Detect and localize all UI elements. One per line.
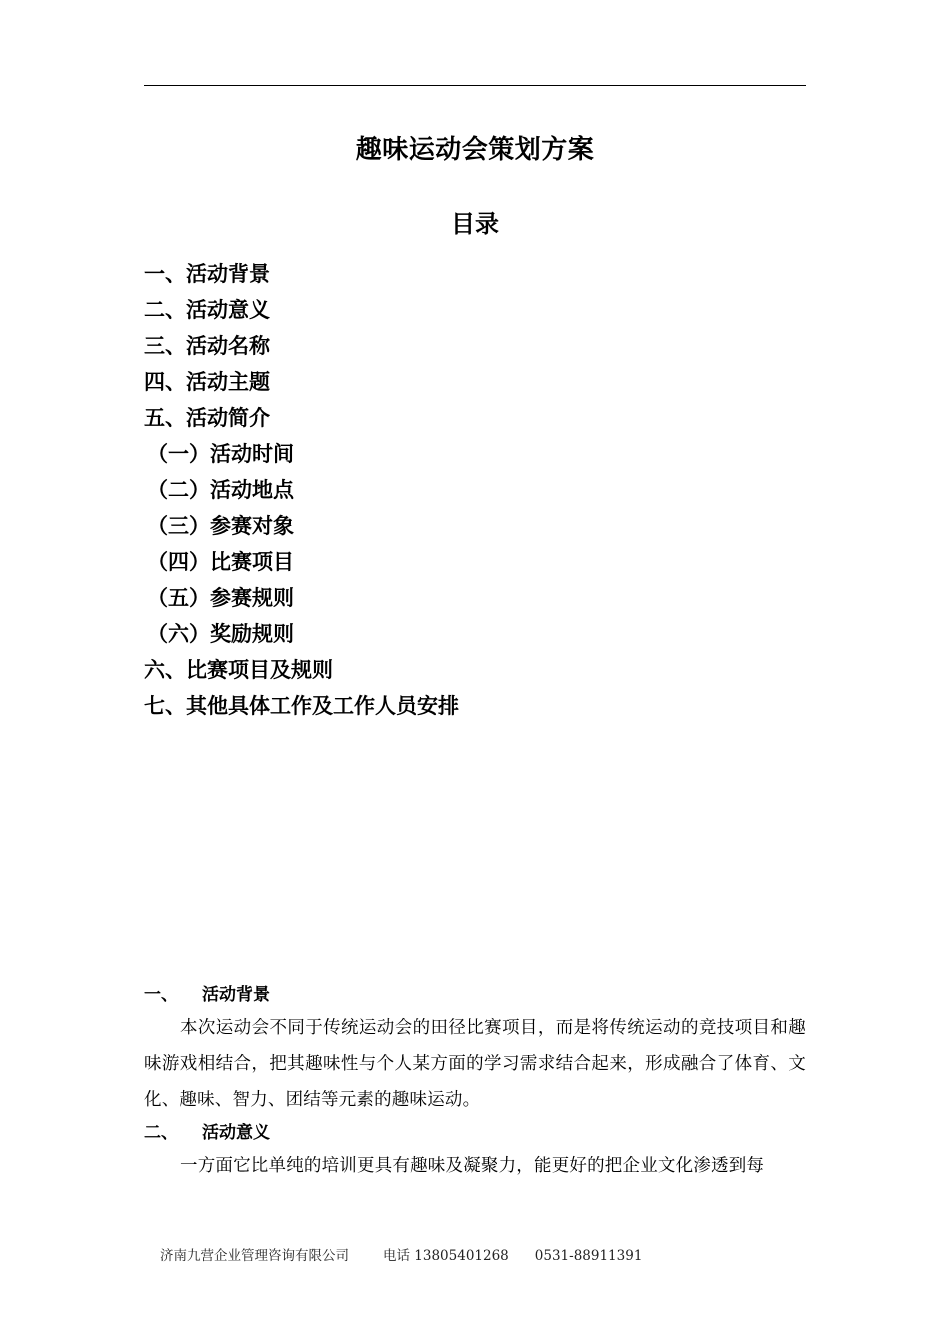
section-paragraph-significance: 一方面它比单纯的培训更具有趣味及凝聚力，能更好的把企业文化渗透到每 xyxy=(180,1156,765,1176)
toc-item-events-and-rules[interactable]: 六、比赛项目及规则 xyxy=(144,657,333,682)
toc-subitem-location[interactable]: （二）活动地点 xyxy=(147,477,294,502)
toc-subitem-awards[interactable]: （六）奖励规则 xyxy=(147,621,294,646)
toc-item-introduction[interactable]: 五、活动简介 xyxy=(144,405,270,430)
section-heading-background xyxy=(144,980,806,1010)
toc-item-theme[interactable]: 四、活动主题 xyxy=(144,369,270,394)
toc-subitem-participants[interactable]: （三）参赛对象 xyxy=(147,513,294,538)
section-paragraph-background: 本次运动会不同于传统运动会的田径比赛项目，而是将传统运动的竞技项目和趣味游戏相结合，把其趣味性与个人某方面的学习需求结合起来，形成融合了体育、文化、趣味、智力、团结等元素的趣味运动。 xyxy=(144,1018,806,1110)
toc-subitem-time[interactable]: （一）活动时间 xyxy=(147,441,294,466)
footer-company: 济南九营企业管理咨询有限公司 xyxy=(160,1248,349,1264)
toc-subitem-rules[interactable]: （五）参赛规则 xyxy=(147,585,294,610)
table-of-contents xyxy=(144,256,806,724)
section-title: 活动背景 xyxy=(202,985,270,1005)
header-rule xyxy=(144,85,806,86)
footer-phone: 电话 13805401268 xyxy=(383,1248,509,1264)
toc-item-significance[interactable]: 二、活动意义 xyxy=(144,297,270,322)
document-title: 趣味运动会策划方案 xyxy=(355,135,595,165)
footer-landline: 0531-88911391 xyxy=(534,1248,643,1264)
toc-heading: 目录 xyxy=(451,209,499,238)
section-title: 活动意义 xyxy=(202,1123,270,1143)
section-number: 一、 xyxy=(144,985,178,1005)
page-footer xyxy=(160,1246,642,1266)
section-heading-significance xyxy=(144,1118,806,1148)
toc-item-name[interactable]: 三、活动名称 xyxy=(144,333,270,358)
toc-item-background[interactable]: 一、活动背景 xyxy=(144,261,270,286)
toc-subitem-events[interactable]: （四）比赛项目 xyxy=(147,549,294,574)
section-number: 二、 xyxy=(144,1123,178,1143)
toc-item-staff-arrangement[interactable]: 七、其他具体工作及工作人员安排 xyxy=(144,693,459,718)
body-text xyxy=(144,980,806,1184)
